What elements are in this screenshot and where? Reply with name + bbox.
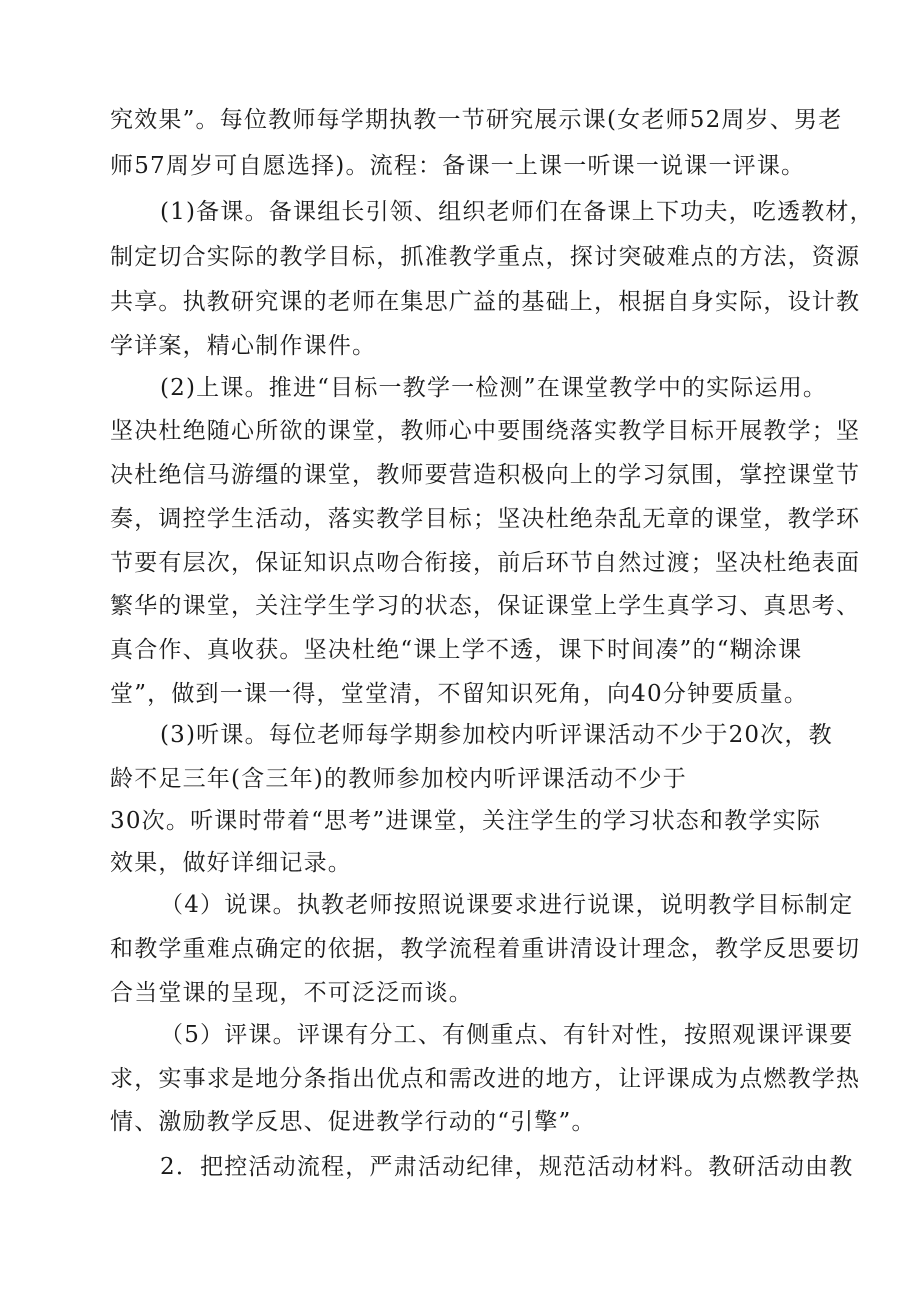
paragraph-start-line: (2)上课。推进“目标一教学一检测”在课堂教学中的实际运用。 (160, 375, 828, 401)
paragraph-start-line: (1)备课。备课组长引领、组织老师们在备课上下功夫，吃透教材， (160, 199, 874, 225)
text-line: 30次。听课时带着“思考”进课堂，关注学生的学习状态和教学实际 (110, 808, 821, 834)
text-line: 繁华的课堂，关注学生学习的状态，保证课堂上学生真学习、真思考、 (110, 593, 861, 619)
text-line: 奏，调控学生活动，落实教学目标；坚决杜绝杂乱无章的课堂，教学环 (110, 506, 861, 532)
paragraph-start-line: （4）说课。执教老师按照说课要求进行说课，说明教学目标制定 (160, 892, 854, 918)
text-line: 坚决杜绝随心所欲的课堂，教师心中要围绕落实教学目标开展教学；坚 (110, 418, 861, 444)
text-line: 学详案，精心制作课件。 (110, 333, 377, 359)
text-line: 和教学重难点确定的依据，教学流程着重讲清设计理念，教学反思要切 (110, 936, 861, 962)
text-line: 情、激励教学反思、促进教学行动的“引擎”。 (110, 1109, 596, 1135)
text-line: 堂”，做到一课一得，堂堂清，不留知识死角，向40分钟要质量。 (110, 681, 809, 707)
text-line: 师57周岁可自愿选择)。流程：备课一上课一听课一说课一评课。 (110, 153, 806, 179)
paragraph-start-line: (3)听课。每位老师每学期参加校内听评课活动不少于20次，教 (160, 722, 833, 748)
text-line: 共享。执教研究课的老师在集思广益的基础上，根据自身实际，设计教 (110, 289, 861, 315)
text-line: 求，实事求是地分条指出优点和需改进的地方，让评课成为点燃教学热 (110, 1066, 861, 1092)
paragraph-start-line: 2．把控活动流程，严肃活动纪律，规范活动材料。教研活动由教 (160, 1154, 854, 1180)
text-line: 决杜绝信马游缰的课堂，教师要营造积极向上的学习氛围，掌控课堂节 (110, 462, 861, 488)
text-line: 龄不足三年(含三年)的教师参加校内听评课活动不少于 (110, 766, 687, 792)
text-line: 效果，做好详细记录。 (110, 850, 352, 876)
text-line: 制定切合实际的教学目标，抓准教学重点，探讨突破难点的方法，资源 (110, 244, 861, 270)
text-line: 节要有层次，保证知识点吻合衔接，前后环节自然过渡；坚决杜绝表面 (110, 550, 861, 576)
paragraph-start-line: （5）评课。评课有分工、有侧重点、有针对性，按照观课评课要 (160, 1022, 854, 1048)
text-line: 合当堂课的呈现，不可泛泛而谈。 (110, 980, 473, 1006)
text-line: 真合作、真收获。坚决杜绝“课上学不透，课下时间凑”的“糊涂课 (110, 637, 803, 663)
text-line: 究效果”。每位教师每学期执教一节研究展示课(女老师52周岁、男老 (110, 107, 843, 133)
